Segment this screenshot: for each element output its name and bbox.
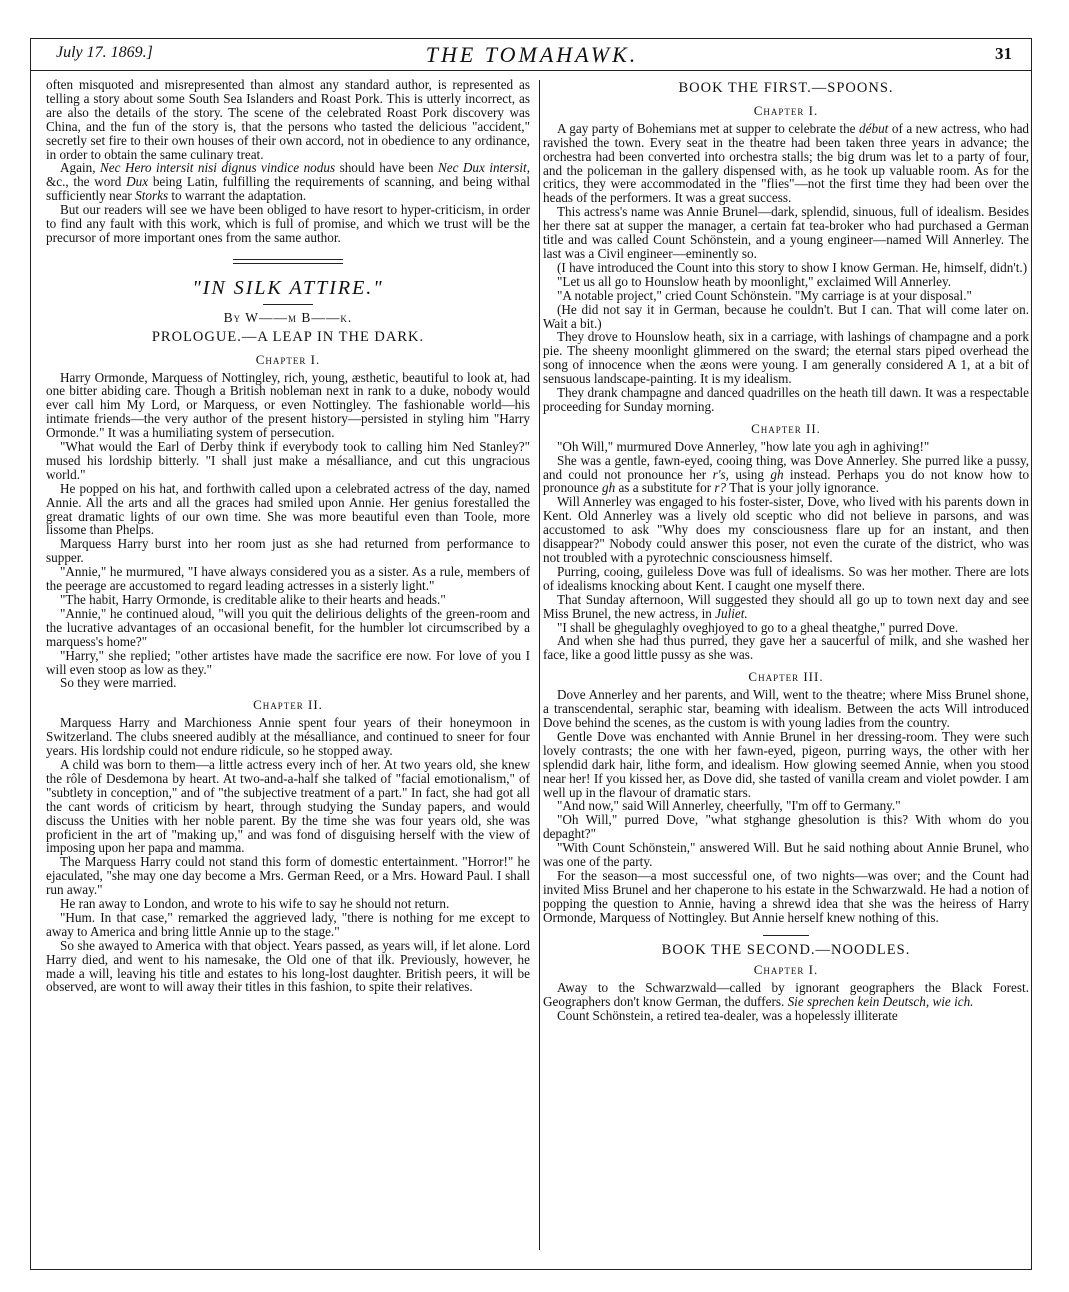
paragraph: But our readers will see we have been obliged to have resort to hyper-criticism, in order to find any fault with this work, which is full of promise, and which we trust will be the precursor of more important ones from the same author.: [46, 202, 530, 245]
title-rule: [263, 304, 313, 305]
paragraph: Again, Nec Hero intersit nisi dignus vindice nodus should have been Nec Dux intersit, &c., the word Dux being Latin, fulfilling the requirements of scanning, and being withal sufficiently near Storks to warrant the adaptation.: [46, 160, 531, 204]
right-column: [543, 78, 1029, 1023]
paragraph: (I have introduced the Count into this story to show I know German. He, himself, didn't.): [557, 259, 1028, 275]
paragraph: A child was born to them—a little actress every inch of her. At two years old, she knew the rôle of Desdemona by heart. At two-and-a-half she talked of "facial emotionalism," of "subtlety in conception," and of "the subjective treatment of a part." In fact, she had got all the cant words of criticism by heart, through studying the Sunday papers, and would discuss the Unities with her noble parent. By the time she was four years old, she was proficient in the art of "making up," and was fond of disguising herself with the view of imposing upon her papa and mamma.: [46, 756, 530, 856]
paragraph: The Marquess Harry could not stand this form of domestic entertainment. "Horror!" he ejaculated, "she may one day become a Mrs. German Reed, or a Mrs. Howard Paul. I shall run away.": [46, 854, 530, 898]
paragraph: They drank champagne and danced quadrilles on the heath till dawn. It was a respectable proceeding for Sunday morning.: [543, 385, 1029, 414]
header-rule: [30, 70, 1031, 71]
paragraph: Away to the Schwarzwald—called by ignorant geographers the Black Forest. Geographers don't know German, the duffers. Sie sprechen kein Deutsch, wie ich.: [543, 980, 1029, 1010]
section-divider: [763, 935, 809, 936]
left-column: [46, 78, 530, 994]
paragraph: "Annie," he murmured, "I have always considered you as a sister. As a rule, members of the peerage are accustomed to regard leading actresses in a sisterly light.": [46, 564, 530, 594]
paragraph: "Hum. In that case," remarked the aggrieved lady, "there is nothing for me except to away to America and bring little Annie up to the stage.": [46, 909, 530, 939]
paragraph: Harry Ormonde, Marquess of Nottingley, rich, young, æsthetic, beautiful to look at, had one bitter abiding care. Though a British nobleman next in rank to a duke, nobody would ever call him My Lord, or Marquess, or even Nottingley. The fashionable world—his intimate friends—the very author of the present history—persisted in styling him "Harry Ormonde." It was a humiliating system of persecution.: [46, 369, 530, 441]
paragraph: Dove Annerley and her parents, and Will, went to the theatre; where Miss Brunel shone, a transcendental, seraphic star, beaming with idealism. Between the acts Will introduced Dove behind the scenes, as the custom is with young ladies from the country.: [543, 687, 1029, 730]
masthead-title: THE TOMAHAWK.: [425, 42, 639, 67]
page-header: [48, 40, 1016, 68]
paragraph: "Oh Will," purred Dove, "what stghange ghesolution is this? With whom do you depaght?": [543, 812, 1029, 842]
book-heading: BOOK THE FIRST.—SPOONS.: [678, 80, 894, 96]
paragraph: For the season—a most successful one, of two nights—was over; and the Count had invited Miss Brunel and her chaperone to his estate in the Schwarzwald. He had a notion of popping the question to Annie, having a shrewd idea that she was the heiress of Harry Ormonde, Marquess of Nottingley. But Annie herself knew nothing of this.: [543, 867, 1029, 925]
paragraph: A gay party of Bohemians met at supper to celebrate the début of a new actress, who had ravished the town. Every seat in the theatre had been taken three years in advance; the orchestra had been converted into orchestra stalls; the big drum was let to a party of four, and the policeman in the gallery dispensed with, as he took up valuable room. As for the critics, they were accommodated in the "flies"—not the first time they had been over the heads of the performers. It was a great success.: [543, 120, 1030, 206]
byline: By W——m B——k.: [223, 309, 353, 325]
chapter-heading: Chapter II.: [751, 420, 821, 436]
paragraph: Purring, cooing, guileless Dove was full of idealisms. So was her mother. There are lots of idealisms knocking about Kent. I caught one myself there.: [543, 563, 1029, 593]
paragraph: often misquoted and misrepresented than almost any standard author, is represented as telling a story about some South Sea Islanders and Roast Pork. This is utterly incorrect, as are also the details of the story. The scene of the celebrated Roast Pork discovery was China, and the fun of the story is, that the persons who tasted the delicious "accident," secretly set fire to their own houses of their own accord, not in obedience to any ordinance, in order to obtain the same culinary treat.: [46, 77, 530, 162]
paragraph: "The habit, Harry Ormonde, is creditable alike to their hearts and heads.": [60, 592, 446, 607]
story-title: "IN SILK ATTIRE.": [192, 276, 384, 299]
page-number: 31: [995, 44, 1012, 63]
book-heading: BOOK THE SECOND.—NOODLES.: [661, 941, 911, 958]
paragraph: She was a gentle, fawn-eyed, cooing thing, was Dove Annerley. She purred like a pussy, and could not pronounce her r's, using gh instead. Perhaps you do not know how to pronounce gh as a substitute for r? That is your jolly ignorance.: [543, 452, 1030, 496]
paragraph: Will Annerley was engaged to his foster-sister, Dove, who lived with his parents down in Kent. Old Annerley was a lively old sceptic who did not believe in parsons, and was accustomed to ask "Why does my consciousness flare up for an instant, and then disappear?" Nobody could answer this poser, not even the curate of the district, who was not troubled with a pyrotechnic consciousness himself.: [543, 494, 1029, 565]
paragraph: That Sunday afternoon, Will suggested they should all go up to town next day and see Miss Brunel, the new actress, in Juliet.: [543, 591, 1029, 621]
column-divider: [539, 80, 540, 1250]
paragraph: He ran away to London, and wrote to his wife to say he should not return.: [60, 896, 450, 912]
paragraph: "And now," said Will Annerley, cheerfully, "I'm off to Germany.": [557, 798, 901, 814]
header-date: July 17. 1869.]: [56, 44, 153, 61]
chapter-heading: Chapter I.: [753, 102, 819, 118]
paragraph: So they were married.: [60, 675, 177, 691]
paragraph: "Let us all go to Hounslow heath by moonlight," exclaimed Will Annerley.: [557, 273, 952, 289]
chapter-heading: Chapter III.: [748, 669, 824, 685]
paragraph: (He did not say it in German, because he couldn't. But I can. That will come later on. Wait a bit.): [543, 301, 1029, 331]
paragraph: "A notable project," cried Count Schönstein. "My carriage is at your disposal.": [557, 287, 972, 303]
paragraph: "I shall be ghegulaghly oveghjoyed to go to a gheal theatghe," purred Dove.: [557, 619, 959, 635]
paragraph: "What would the Earl of Derby think if everybody took to calling him Ned Stanley?" mused his lordship bitterly. "I shall just make a mésalliance, and cut this ungracious world.": [46, 439, 530, 482]
paragraph: He popped on his hat, and forthwith called upon a celebrated actress of the day, named Annie. All the arts and all the graces had smiled upon Annie. Her genius forestalled the great dramatic lights of our own time. She was more beautiful even than Toole, more lissome than Phelps.: [46, 480, 530, 538]
paragraph: Marquess Harry and Marchioness Annie spent four years of their honeymoon in Switzerland. The clubs sneered audibly at the mésalliance, and continued to sneer for four years. His lordship could not endure ridicule, so he stopped away.: [46, 715, 530, 759]
paragraph: This actress's name was Annie Brunel—dark, splendid, sinuous, full of idealism. Besides her there sat at supper the manager, a certain fat tea-broker who had purchased a German title and was called Count Schönstein, and a young engineer—named Will Annerley. The last was a Civil engineer—eminently so.: [543, 204, 1029, 261]
paragraph: They drove to Hounslow heath, six in a carriage, with lashings of champagne and a pork pie. The sheeny moonlight glimmered on the sward; the eternal stars piped overhead the song of innocence when the æons were young. I am generally considered A 1, at a bit of sensuous landscape-painting. It is my idealism.: [543, 329, 1029, 387]
prologue-heading: PROLOGUE.—A LEAP IN THE DARK.: [151, 328, 425, 345]
paragraph: And when she had thus purred, they gave her a saucerful of milk, and she washed her face, like a good little pussy as she was.: [543, 633, 1029, 663]
section-divider: [233, 259, 343, 264]
paragraph: "Annie," he continued aloud, "will you quit the delirious delights of the green-room and the lucrative advantages of an occasional benefit, for the humbler lot circumscribed by a marquess's home?": [46, 605, 530, 649]
chapter-heading: Chapter I.: [255, 351, 321, 367]
paragraph: So she awayed to America with that object. Years passed, as years will, if let alone. Lord Harry died, and went to his namesake, the Old one of that ilk. Previously, however, he made a will, leaving his title and estates to his long-lost daughter. British peers, it will be observed, are wont to will away their titles in this fashion, to spite their relatives.: [46, 937, 530, 995]
paragraph: Gentle Dove was enchanted with Annie Brunel in her dressing-room. They were such lovely contrasts; the one with her fawn-eyed, pigeon, purring ways, the other with her splendid dark hair, lithe form, and idealism. How glowing seemed Annie, when you stood near her! If you kissed her, as Dove did, she tasted of vanilla cream and violet powder. I am well up in the flavour of dramatic stars.: [543, 728, 1029, 800]
paragraph: Count Schönstein, a retired tea-dealer, was a hopelessly illiterate: [557, 1008, 898, 1024]
paragraph: "Harry," she replied; "other artistes have made the sacrifice ere now. For love of you I will even stoop as low as they.": [46, 647, 530, 677]
paragraph: "With Count Schönstein," answered Will. But he said nothing about Annie Brunel, who was one of the party.: [543, 840, 1029, 870]
chapter-heading: Chapter II.: [253, 697, 323, 713]
paragraph: Marquess Harry burst into her room just as she had returned from performance to supper.: [46, 536, 530, 566]
paragraph: "Oh Will," murmured Dove Annerley, "how late you agh in aghiving!": [557, 438, 930, 454]
chapter-heading: Chapter I.: [753, 962, 819, 978]
